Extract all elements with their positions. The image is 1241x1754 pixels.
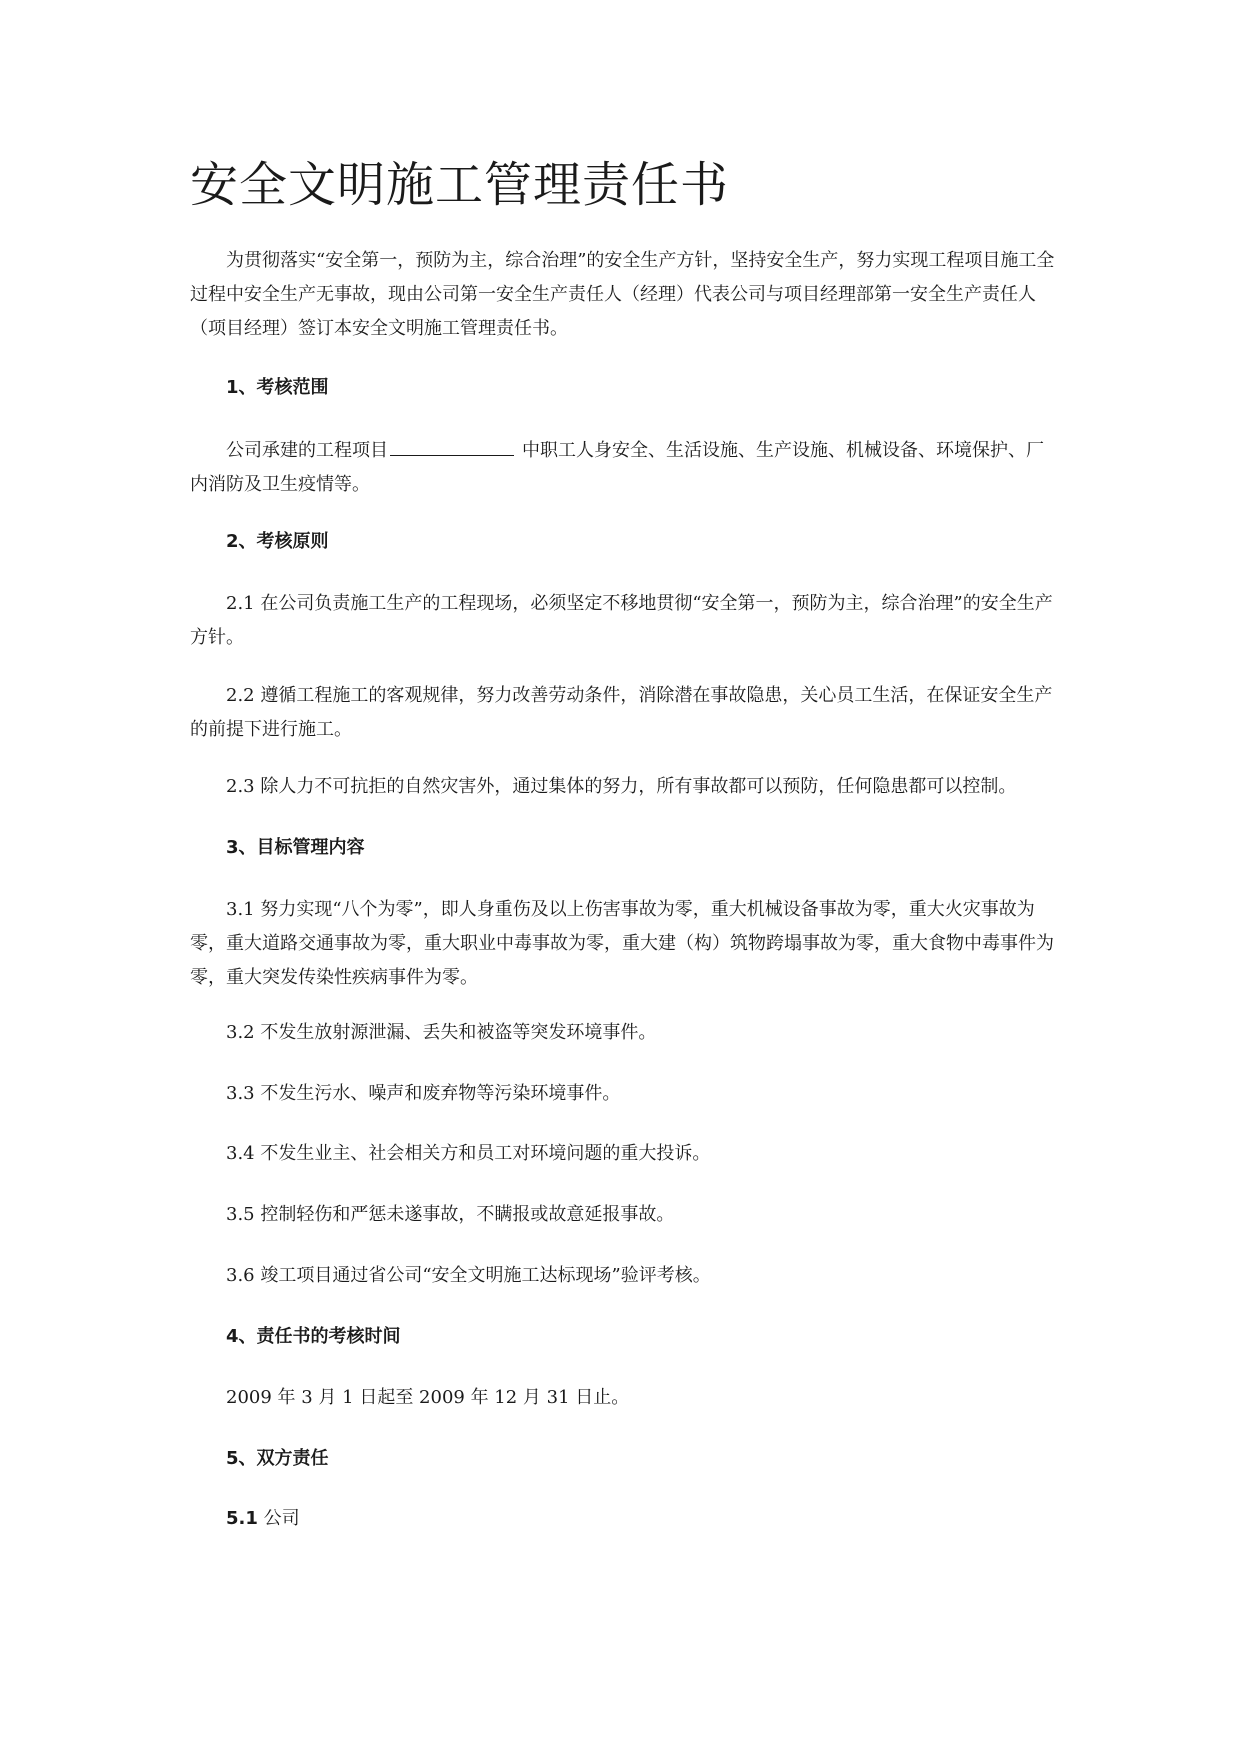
section-2-item: 2.1 在公司负责施工生产的工程现场，必须坚定不移地贯彻“安全第一，预防为主，综合治理”的安全生产方针。: [190, 593, 1053, 648]
section-5-heading: 5、双方责任: [226, 1448, 329, 1469]
section-1-heading: 1、考核范围: [226, 377, 329, 398]
section-2-heading: 2、考核原则: [226, 531, 329, 552]
section-1-text-before: 公司承建的工程项目: [226, 440, 388, 461]
section-3-item: 3.1 努力实现“八个为零”，即人身重伤及以上伤害事故为零，重大机械设备事故为零，重大火灾事故为零，重大道路交通事故为零，重大职业中毒事故为零，重大建（构）筑物跨塌事故为零，重大食物中毒事件为零，重大突发传染性疾病事件为零。: [190, 899, 1054, 988]
project-name-blank: [390, 435, 514, 456]
section-4-text: 2009 年 3 月 1 日起至 2009 年 12 月 31 日止。: [226, 1387, 630, 1408]
section-5-1-label: 公司: [263, 1508, 300, 1529]
section-3-heading: 3、目标管理内容: [226, 837, 365, 858]
section-3-item: 3.5 控制轻伤和严惩未遂事故，不瞒报或故意延报事故。: [226, 1204, 675, 1225]
section-3-item: 3.2 不发生放射源泄漏、丢失和被盗等突发环境事件。: [226, 1022, 657, 1043]
section-3-item: 3.6 竣工项目通过省公司“安全文明施工达标现场”验评考核。: [226, 1265, 711, 1286]
document-title: 安全文明施工管理责任书: [190, 157, 730, 213]
section-1-text-after: 中职工人身安全、生活设施、生产设施、机械设备、环境保护、厂内消防及卫生疫情等。: [190, 440, 1044, 495]
section-3-item: 3.4 不发生业主、社会相关方和员工对环境问题的重大投诉。: [226, 1143, 711, 1164]
section-3-item: 3.3 不发生污水、噪声和废弃物等污染环境事件。: [226, 1083, 621, 1104]
section-2-item: 2.3 除人力不可抗拒的自然灾害外，通过集体的努力，所有事故都可以预防，任何隐患都可以控制。: [226, 776, 1017, 797]
intro-paragraph: 为贯彻落实“安全第一，预防为主，综合治理”的安全生产方针，坚持安全生产，努力实现工程项目施工全过程中安全生产无事故，现由公司第一安全生产责任人（经理）代表公司与项目经理部第一安全生产责任人（项目经理）签订本安全文明施工管理责任书。: [190, 250, 1055, 339]
section-4-heading: 4、责任书的考核时间: [226, 1326, 401, 1347]
section-5-1-number: 5.1: [226, 1508, 258, 1529]
section-5-1-heading: [226, 1504, 300, 1534]
section-2-item: 2.2 遵循工程施工的客观规律，努力改善劳动条件，消除潜在事故隐患，关心员工生活，在保证安全生产的前提下进行施工。: [190, 685, 1053, 740]
section-1-paragraph: [190, 434, 1060, 502]
